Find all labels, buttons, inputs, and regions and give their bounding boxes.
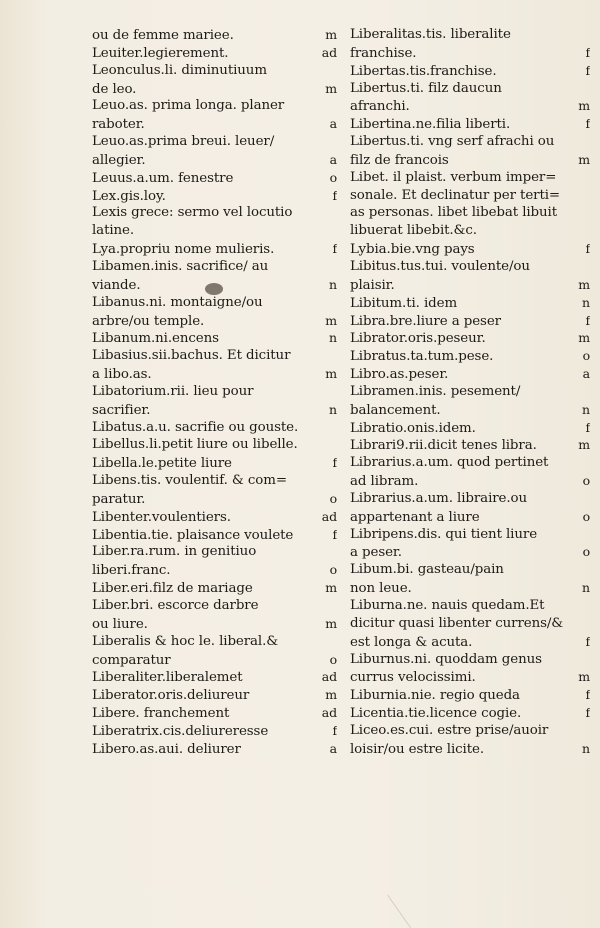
entry-marker: m [578, 98, 590, 114]
entry-text: paratur. [92, 491, 146, 507]
entry-marker: n [582, 401, 590, 417]
entry-text: currus velocissimi. [350, 670, 476, 686]
entry-text: franchise. [350, 45, 417, 61]
entry-text: Liberator.oris.deliureur [92, 688, 250, 704]
entry-line [92, 543, 337, 561]
entry-line [92, 97, 337, 115]
entry-text: a libo.as. [92, 367, 152, 383]
entry-text: Librator.oris.peseur. [350, 331, 486, 347]
entry-line [92, 258, 337, 276]
entry-line [350, 704, 590, 722]
entry-line [92, 62, 337, 80]
entry-marker: f [585, 62, 590, 78]
entry-text: Leuiter.legierement. [92, 45, 229, 61]
entry-line [92, 651, 337, 669]
entry-line [350, 294, 590, 312]
entry-marker: f [332, 455, 337, 471]
entry-text: balancement. [350, 402, 441, 418]
entry-text: raboter. [92, 117, 145, 133]
entry-line [350, 62, 590, 80]
entry-text: non leue. [350, 581, 412, 597]
entry-line [350, 347, 590, 365]
entry-text: Libitus.tus.tui. voulente/ou [350, 258, 530, 274]
entry-line [350, 44, 590, 62]
entry-text: Libertus.ti. filz daucun [350, 80, 502, 96]
entry-text: Libentia.tie. plaisance voulete [92, 527, 294, 543]
entry-line [350, 436, 590, 454]
entry-text: Libet. il plaist. verbum imper= [350, 169, 557, 185]
entry-text: est longa & acuta. [350, 634, 473, 650]
entry-text: dicitur quasi libenter currens/& [350, 615, 564, 631]
entry-marker: m [325, 687, 337, 703]
entry-text: Libra.bre.liure a peser [350, 313, 501, 329]
entry-line [350, 151, 590, 169]
entry-text: Libatus.a.u. sacrifie ou gouste. [92, 419, 299, 435]
entry-text: Leuo.as.prima breui. leuer/ [92, 134, 275, 150]
entry-text: Leuo.as. prima longa. planer [92, 98, 285, 114]
entry-marker: f [585, 241, 590, 257]
entry-line [92, 526, 337, 544]
entry-line [350, 222, 590, 240]
entry-text: as personas. libet libebat libuit [350, 205, 558, 221]
entry-text: appartenant a liure [350, 509, 480, 525]
entry-marker: m [578, 151, 590, 167]
entry-line [92, 740, 337, 758]
entry-text: Libratus.ta.tum.pese. [350, 349, 494, 365]
entry-marker: o [582, 544, 590, 560]
ink-blot [205, 283, 223, 295]
entry-line [92, 704, 337, 722]
entry-marker: a [329, 740, 337, 756]
entry-text: Libero.as.aui. deliurer [92, 741, 241, 757]
entry-text: Libella.le.petite liure [92, 456, 232, 472]
entry-line [92, 722, 337, 740]
entry-line [92, 615, 337, 633]
entry-marker: n [582, 294, 590, 310]
entry-line [92, 115, 337, 133]
entry-text: sacrifier. [92, 402, 151, 418]
entry-line [350, 258, 590, 276]
entry-marker: f [585, 633, 590, 649]
entry-text: Libripens.dis. qui tient liure [350, 526, 538, 542]
entry-text: Libere. franchement [92, 706, 230, 722]
entry-text: Libasius.sii.bachus. Et dicitur [92, 348, 291, 364]
entry-text: Lex.gis.loy. [92, 188, 166, 204]
entry-text: Libamen.inis. sacrifice/ au [92, 258, 269, 274]
entry-marker: ad [321, 705, 337, 721]
entry-marker: f [332, 526, 337, 542]
entry-line [92, 401, 337, 419]
entry-marker: m [325, 615, 337, 631]
entry-marker: o [582, 473, 590, 489]
entry-text: Liburnia.nie. regio queda [350, 688, 520, 704]
entry-marker: n [329, 330, 337, 346]
entry-marker: m [325, 27, 337, 42]
entry-line [350, 419, 590, 437]
entry-marker: n [582, 580, 590, 596]
entry-line [350, 133, 590, 151]
entry-marker: f [332, 722, 337, 738]
entry-text: Liberalis & hoc le. liberal.& [92, 633, 279, 649]
entry-line [350, 526, 590, 544]
entry-line [350, 115, 590, 133]
entry-text: Librarius.a.um. libraire.ou [350, 490, 528, 506]
entry-text: afranchi. [350, 99, 410, 115]
entry-line [350, 312, 590, 330]
left-column [92, 26, 337, 758]
entry-line [92, 383, 337, 401]
entry-line [350, 597, 590, 615]
entry-line [350, 686, 590, 704]
entry-marker: o [329, 562, 337, 578]
entry-text: Liceo.es.cui. estre prise/auoir [350, 722, 549, 738]
entry-line [92, 668, 337, 686]
entry-text: Libellus.li.petit liure ou libelle. [92, 437, 298, 453]
entry-text: ou de femme mariee. [92, 28, 234, 43]
entry-text: Lya.propriu nome mulieris. [92, 242, 275, 258]
entry-marker: f [585, 419, 590, 435]
entry-text: Liber.ra.rum. in genitiuo [92, 544, 257, 560]
entry-line [350, 169, 590, 187]
entry-line [350, 508, 590, 526]
entry-marker: o [329, 169, 337, 185]
entry-line [92, 26, 337, 44]
entry-line [92, 169, 337, 187]
entry-marker: ad [321, 508, 337, 524]
entry-text: Libens.tis. voulentif. & com= [92, 473, 287, 489]
entry-line [92, 294, 337, 312]
entry-text: sonale. Et declinatur per terti= [350, 187, 561, 203]
entry-line [92, 365, 337, 383]
entry-text: viande. [92, 277, 141, 293]
entry-text: Liber.eri.filz de mariage [92, 581, 253, 597]
entry-line [92, 44, 337, 62]
entry-marker: f [332, 241, 337, 257]
entry-text: Lexis grece: sermo vel locutio [92, 205, 293, 221]
entry-marker: m [578, 276, 590, 292]
entry-line [350, 240, 590, 258]
entry-line [350, 543, 590, 561]
entry-marker: n [329, 401, 337, 417]
entry-line [92, 597, 337, 615]
entry-marker: m [578, 669, 590, 685]
entry-line [350, 26, 590, 44]
entry-text: Liberalitas.tis. liberalite [350, 27, 511, 42]
entry-marker: o [582, 508, 590, 524]
entry-line [350, 633, 590, 651]
entry-text: a peser. [350, 545, 402, 561]
entry-text: Licentia.tie.licence cogie. [350, 706, 522, 722]
entry-line [92, 508, 337, 526]
entry-text: Libertas.tis.franchise. [350, 63, 497, 79]
entry-marker: a [329, 151, 337, 167]
entry-text: Libertus.ti. vng serf afrachi ou [350, 134, 555, 150]
entry-marker: f [585, 116, 590, 132]
entry-text: allegier. [92, 152, 146, 168]
entry-text: liberi.franc. [92, 563, 171, 579]
entry-text: comparatur [92, 652, 171, 668]
entry-text: de leo. [92, 81, 137, 97]
paper-crease [387, 872, 444, 928]
entry-marker: f [585, 44, 590, 60]
entry-text: filz de francois [350, 152, 449, 168]
entry-line [92, 240, 337, 258]
entry-line [350, 204, 590, 222]
entry-text: Libenter.voulentiers. [92, 509, 231, 525]
entry-line [92, 472, 337, 490]
entry-marker: ad [321, 44, 337, 60]
entry-text: Libitum.ti. idem [350, 295, 458, 311]
entry-line [92, 187, 337, 205]
right-column [350, 26, 590, 758]
entry-text: ad libram. [350, 474, 419, 490]
entry-marker: ad [321, 669, 337, 685]
entry-line [350, 329, 590, 347]
entry-marker: m [325, 312, 337, 328]
entry-text: Libramen.inis. pesement/ [350, 383, 521, 399]
entry-marker: o [329, 490, 337, 506]
entry-text: Libertina.ne.filia liberti. [350, 117, 511, 133]
entry-line [92, 347, 337, 365]
entry-marker: o [329, 651, 337, 667]
entry-line [350, 472, 590, 490]
entry-marker: o [582, 348, 590, 364]
entry-marker: f [585, 687, 590, 703]
entry-text: Libatorium.rii. lieu pour [92, 383, 254, 399]
entry-line [350, 668, 590, 686]
entry-marker: a [582, 366, 590, 382]
entry-line [92, 204, 337, 222]
entry-line [92, 133, 337, 151]
entry-line [92, 561, 337, 579]
entry-text: Librarius.a.um. quod pertinet [350, 455, 549, 471]
entry-text: plaisir. [350, 277, 395, 293]
entry-text: libuerat libebit.&c. [350, 223, 477, 239]
entry-line [350, 615, 590, 633]
entry-line [92, 436, 337, 454]
entry-marker: f [585, 705, 590, 721]
entry-text: Liburnus.ni. quoddam genus [350, 651, 542, 667]
entry-marker: f [332, 187, 337, 203]
entry-line [350, 383, 590, 401]
entry-marker: m [578, 330, 590, 346]
entry-text: Libum.bi. gasteau/pain [350, 562, 504, 578]
entry-marker: n [329, 276, 337, 292]
entry-line [350, 579, 590, 597]
entry-line [92, 579, 337, 597]
entry-text: Liberaliter.liberalemet [92, 670, 243, 686]
entry-text: Libanum.ni.encens [92, 331, 219, 347]
entry-line [350, 651, 590, 669]
entry-text: Lybia.bie.vng pays [350, 242, 475, 258]
entry-marker: f [585, 312, 590, 328]
entry-text: arbre/ou temple. [92, 313, 205, 329]
entry-line [92, 151, 337, 169]
entry-marker: a [329, 116, 337, 132]
entry-line [350, 97, 590, 115]
entry-line [92, 454, 337, 472]
entry-line [92, 419, 337, 437]
entry-line [92, 312, 337, 330]
entry-text: Liberatrix.cis.deliureresse [92, 723, 269, 739]
entry-line [92, 80, 337, 98]
entry-marker: m [325, 80, 337, 96]
entry-line [350, 276, 590, 294]
entry-line [350, 401, 590, 419]
entry-line [92, 633, 337, 651]
entry-line [350, 740, 590, 758]
entry-line [92, 329, 337, 347]
entry-marker: m [325, 580, 337, 596]
entry-marker: m [578, 437, 590, 453]
entry-text: Libanus.ni. montaigne/ou [92, 294, 263, 310]
entry-line [350, 80, 590, 98]
entry-marker: n [582, 740, 590, 756]
entry-text: Leuus.a.um. fenestre [92, 170, 234, 186]
entry-line [92, 686, 337, 704]
entry-text: ou liure. [92, 616, 148, 632]
entry-text: latine. [92, 223, 135, 239]
entry-line [350, 454, 590, 472]
entry-text: Librari9.rii.dicit tenes libra. [350, 438, 537, 454]
entry-marker: m [325, 366, 337, 382]
entry-line [92, 222, 337, 240]
entry-text: loisir/ou estre licite. [350, 741, 485, 757]
entry-text: Liburna.ne. nauis quedam.Et [350, 598, 545, 613]
entry-text: Libro.as.peser. [350, 367, 449, 383]
entry-line [350, 187, 590, 205]
entry-text: Liber.bri. escorce darbre [92, 598, 259, 613]
entry-line [350, 722, 590, 740]
entry-line [350, 561, 590, 579]
entry-line [350, 490, 590, 508]
entry-line [350, 365, 590, 383]
entry-text: Leonculus.li. diminutiuum [92, 62, 267, 78]
entry-text: Libratio.onis.idem. [350, 420, 476, 436]
entry-line [92, 490, 337, 508]
